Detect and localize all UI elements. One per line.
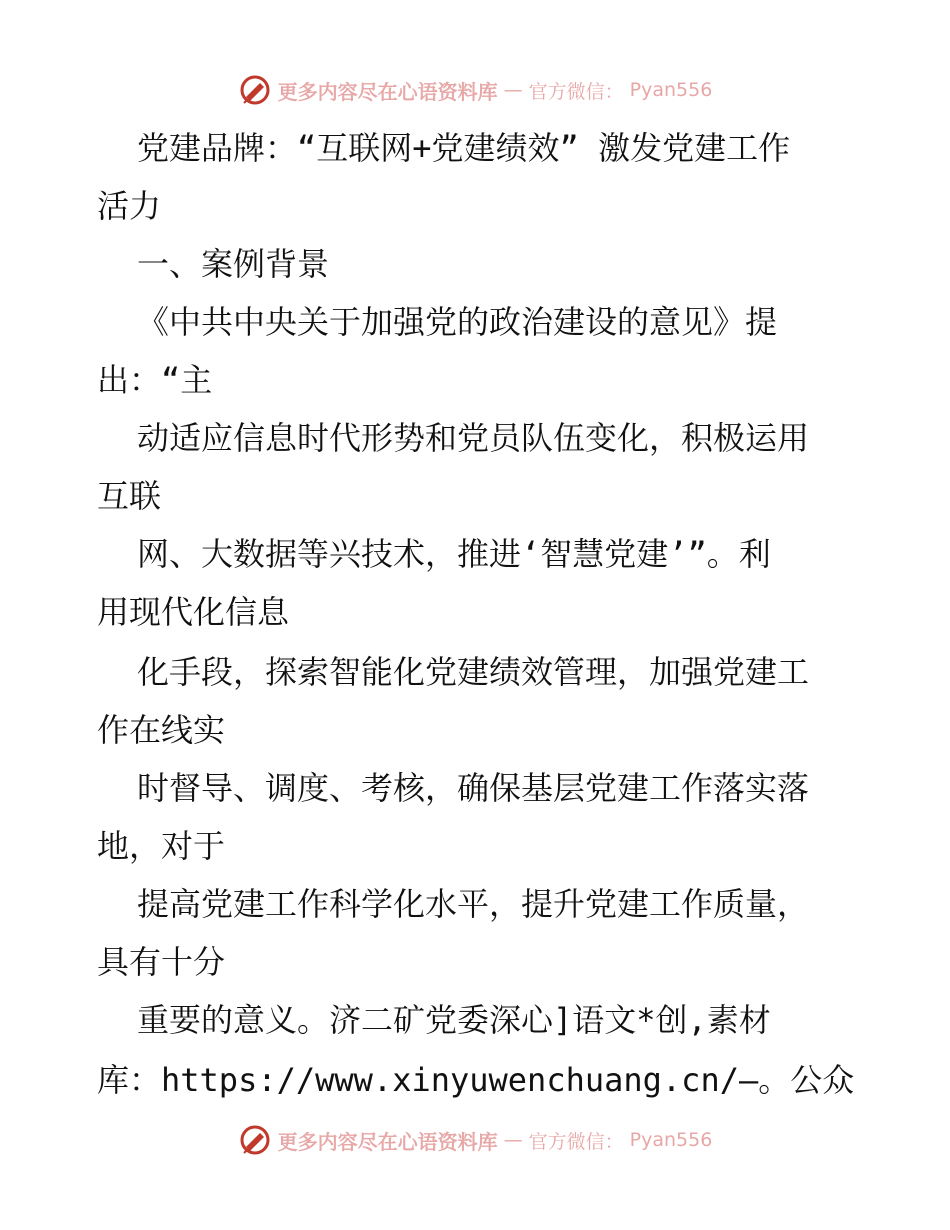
paragraph-line: 地，对于 [97,827,226,865]
title-line-2: 活力 [97,187,162,225]
watermark-wechat-label: 官方微信： [528,1130,624,1153]
paragraph-line: 互联 [97,477,162,515]
pen-logo-icon [238,1123,272,1157]
paragraph-line: 化手段，探索智能化党建绩效管理，加强党建工 [137,653,810,691]
paragraph-line: 网、大数据等兴技术，推进‘智慧党建’”。利 [137,535,771,573]
paragraph-line: 作在线实 [97,711,226,749]
title-line-1: 党建品牌：“互联网+党建绩效” 激发党建工作 [137,129,791,167]
watermark-text: 更多内容尽在心语资料库 [277,79,498,104]
watermark-separator: — [503,1129,523,1151]
watermark-wechat-label: 官方微信： [528,80,624,103]
paragraph-line: 提高党建工作科学化水平，提升党建工作质量， [137,885,810,923]
paragraph-line: 具有十分 [97,943,226,981]
watermark-separator: — [503,79,523,101]
paragraph-line: 用现代化信息 [97,593,290,631]
paragraph-line: 动适应信息时代形势和党员队伍变化，积极运用 [137,419,810,457]
watermark-wechat-id: Pyan556 [629,79,713,101]
paragraph-line: 重要的意义。济二矿党委深心]语文*创,素材 [137,1001,771,1039]
section-heading: 一、案例背景 [137,245,330,283]
paragraph-line: 库：https://www.xinyuwenchuang.cn/—。公众 [97,1061,855,1099]
paragraph-line: 出：“主 [97,361,213,399]
watermark-wechat-id: Pyan556 [629,1129,713,1151]
paragraph-line: 时督导、调度、考核，确保基层党建工作落实落 [137,769,810,807]
footer-watermark [0,1120,950,1160]
watermark-text: 更多内容尽在心语资料库 [277,1129,498,1154]
paragraph-line: 《中共中央关于加强党的政治建设的意见》提 [137,303,778,341]
